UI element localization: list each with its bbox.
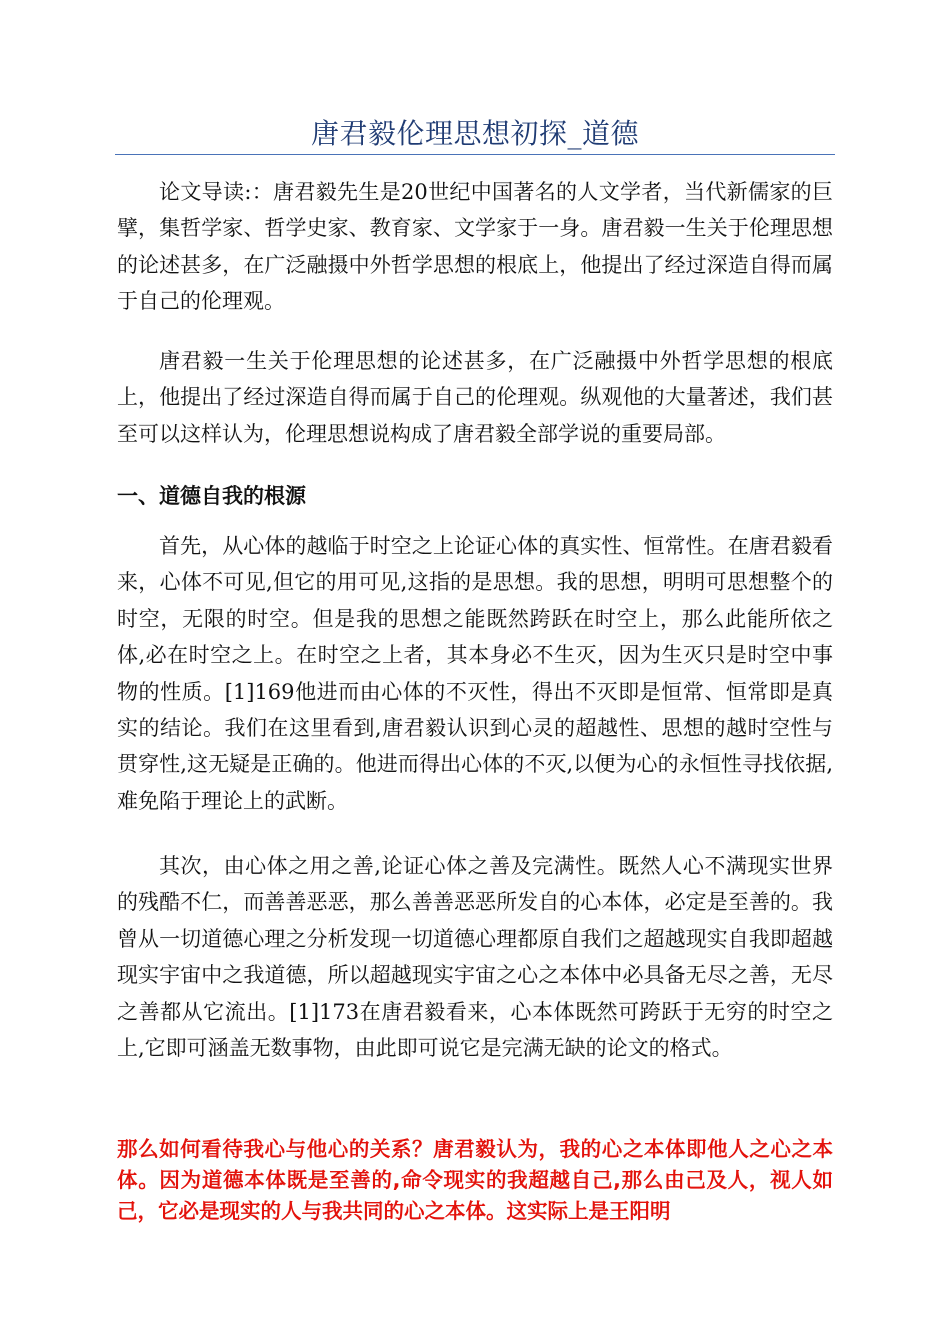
title-underline [115, 154, 835, 155]
section-paragraph-second: 其次，由心体之用之善,论证心体之善及完满性。既然人心不满现实世界的残酷不仁，而善善恶恶，那么善善恶恶所发自的心本体，必定是至善的。我曾从一切道德心理之分析发现一切道德心理都原自我们之超越现实自我即超越现实宇宙中之我道德，所以超越现实宇宙之心之本体中必具备无尽之善，无尽之善都从它流出。[1]173在唐君毅看来，心本体既然可跨跃于无穷的时空之上,它即可涵盖无数事物，由此即可说它是完满无缺的论文的格式。 [117, 854, 833, 1061]
section-heading: 一、道德自我的根源 [117, 484, 306, 508]
intro-paragraph: 论文导读:：唐君毅先生是20世纪中国著名的人文学者，当代新儒家的巨擘，集哲学家、哲学史家、教育家、文学家于一身。唐君毅一生关于伦理思想的论述甚多，在广泛融摄中外哲学思想的根底上，他提出了经过深造自得而属于自己的伦理观。 [117, 180, 833, 314]
overview-paragraph: 唐君毅一生关于伦理思想的论述甚多，在广泛融摄中外哲学思想的根底上，他提出了经过深造自得而属于自己的伦理观。纵观他的大量著述，我们甚至可以这样认为，伦理思想说构成了唐君毅全部学说的重要局部。 [117, 349, 833, 446]
section-paragraph-first: 首先，从心体的越临于时空之上论证心体的真实性、恒常性。在唐君毅看来，心体不可见,但它的用可见,这指的是思想。我的思想，明明可思想整个的时空，无限的时空。但是我的思想之能既然跨跃在时空上，那么此能所依之体,必在时空之上。在时空之上者，其本身必不生灭，因为生灭只是时空中事物的性质。[1]169他进而由心体的不灭性，得出不灭即是恒常、恒常即是真实的结论。我们在这里看到,唐君毅认识到心灵的超越性、思想的越时空性与贯穿性,这无疑是正确的。他进而得出心体的不灭,以便为心的永恒性寻找依据,难免陷于理论上的武断。 [117, 534, 833, 813]
highlighted-paragraph: 那么如何看待我心与他心的关系？唐君毅认为，我的心之本体即他人之心之本体。因为道德本体既是至善的,命令现实的我超越自己,那么由己及人，视人如己，它必是现实的人与我共同的心之本体。这实际上是王阳明 [117, 1137, 833, 1223]
document-title: 唐君毅伦理思想初探_道德 [310, 117, 639, 150]
